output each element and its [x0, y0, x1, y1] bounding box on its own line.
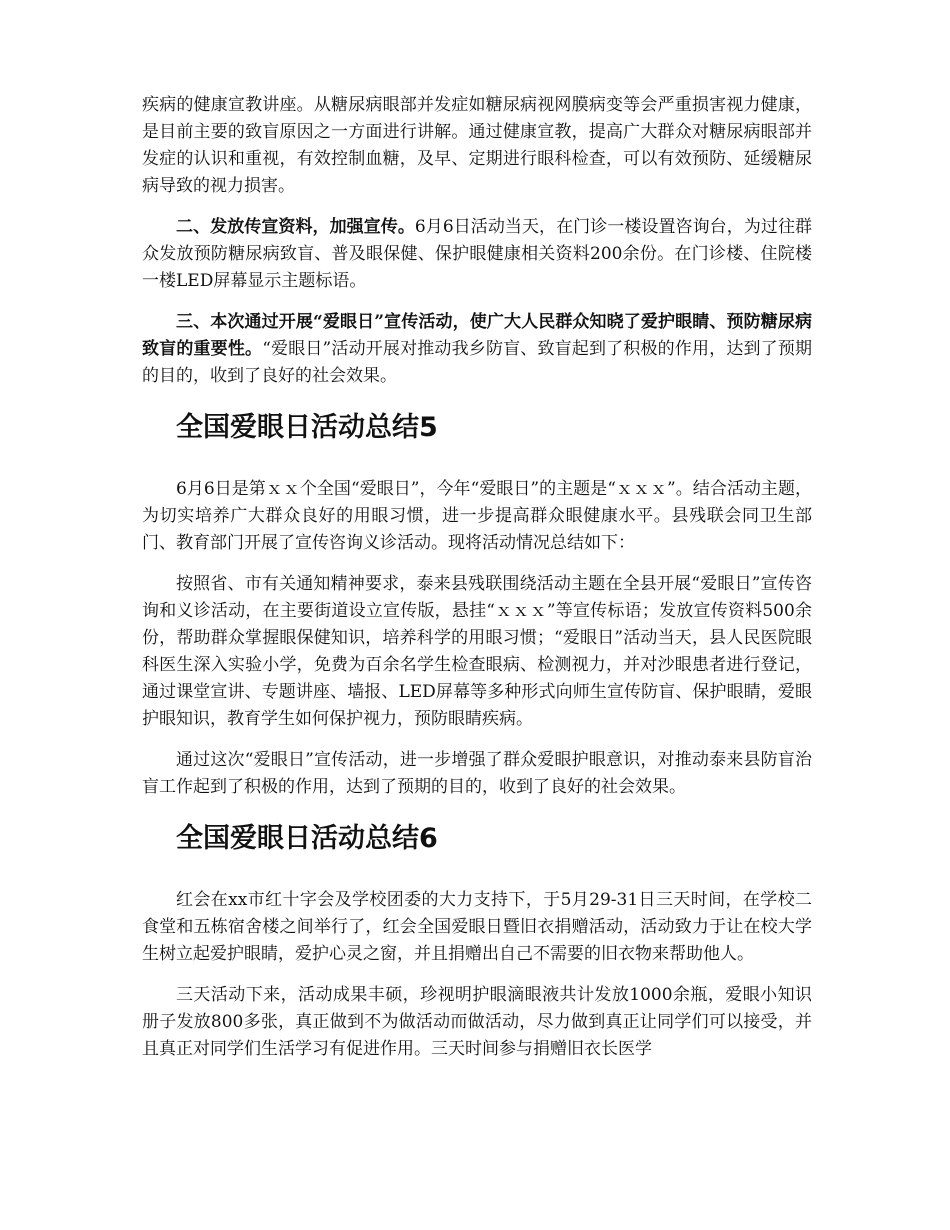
section-title-5: 全国爱眼日活动总结5	[176, 412, 438, 443]
paragraph-body-three: “爱眼日”活动开展对推动我乡防盲、致盲起到了积极的作用，达到了预期的目的，收到了良好的社会效果。	[142, 339, 812, 386]
paragraph-eye-day-intro: 6月6日是第ｘｘ个全国“爱眼日”，今年“爱眼日”的主题是“ｘｘｘ”。结合活动主题，为切实培养广大群众良好的用眼习惯，进一步提高群众眼健康水平。县残联会同卫生部门、教育部门开展了宣传咨询义诊活动。现将活动情况总结如下：	[142, 479, 812, 553]
paragraph-county-activities: 按照省、市有关通知精神要求，泰来县残联围绕活动主题在全县开展“爱眼日”宣传咨询和义诊活动，在主要街道设立宣传版，悬挂“ｘｘｘ”等宣传标语；发放宣传资料500余份，帮助群众掌握眼保健知识，培养科学的用眼习惯；“爱眼日”活动当天，县人民医院眼科医生深入实验小学，免费为百余名学生检查眼病、检测视力，并对沙眼患者进行登记，通过课堂宣讲、专题讲座、墙报、LED屏幕等多种形式向师生宣传防盲、保护眼睛，爱眼护眼知识，教育学生如何保护视力，预防眼睛疾病。	[142, 574, 812, 729]
paragraph-heading-three: 三、本次通过开展“爱眼日”宣传活动，使广大人民群众知晓了爱护眼睛、预防糖尿病致盲的重要性。	[142, 312, 812, 359]
paragraph-activity-result	[142, 309, 812, 390]
section-title-6: 全国爱眼日活动总结6	[176, 823, 438, 854]
document-page	[142, 92, 812, 1063]
paragraph-health-lecture: 疾病的健康宣教讲座。从糖尿病眼部并发症如糖尿病视网膜病变等会严重损害视力健康，是目前主要的致盲原因之一方面进行讲解。通过健康宣教，提高广大群众对糖尿病眼部并发症的认识和重视，有效控制血糖，及早、定期进行眼科检查，可以有效预防、延缓糖尿病导致的视力损害。	[142, 95, 812, 196]
paragraph-red-cross-event: 红会在xx市红十字会及学校团委的大力支持下，于5月29-31日三天时间，在学校二食堂和五栋宿舍楼之间举行了，红会全国爱眼日暨旧衣捐赠活动，活动致力于让在校大学生树立起爱护眼睛，爱护心灵之窗，并且捐赠出自己不需要的旧衣物来帮助他人。	[142, 890, 812, 964]
paragraph-distribute-materials	[142, 214, 812, 295]
paragraph-body-two: 6月6日活动当天，在门诊一楼设置咨询台，为过往群众发放预防糖尿病致盲、普及眼保健、保护眼健康相关资料200余份。在门诊楼、住院楼一楼LED屏幕显示主题标语。	[142, 217, 813, 291]
paragraph-event-results: 三天活动下来，活动成果丰硕，珍视明护眼滴眼液共计发放1000余瓶，爱眼小知识册子发放800多张，真正做到不为做活动而做活动，尽力做到真正让同学们可以接受，并且真正对同学们生活学习有促进作用。三天时间参与捐赠旧衣长医学	[142, 985, 812, 1059]
paragraph-county-conclusion: 通过这次“爱眼日”宣传活动，进一步增强了群众爱眼护眼意识，对推动泰来县防盲治盲工作起到了积极的作用，达到了预期的目的，收到了良好的社会效果。	[142, 750, 812, 797]
paragraph-heading-two: 二、发放传宣资料，加强宣传。	[176, 217, 415, 237]
